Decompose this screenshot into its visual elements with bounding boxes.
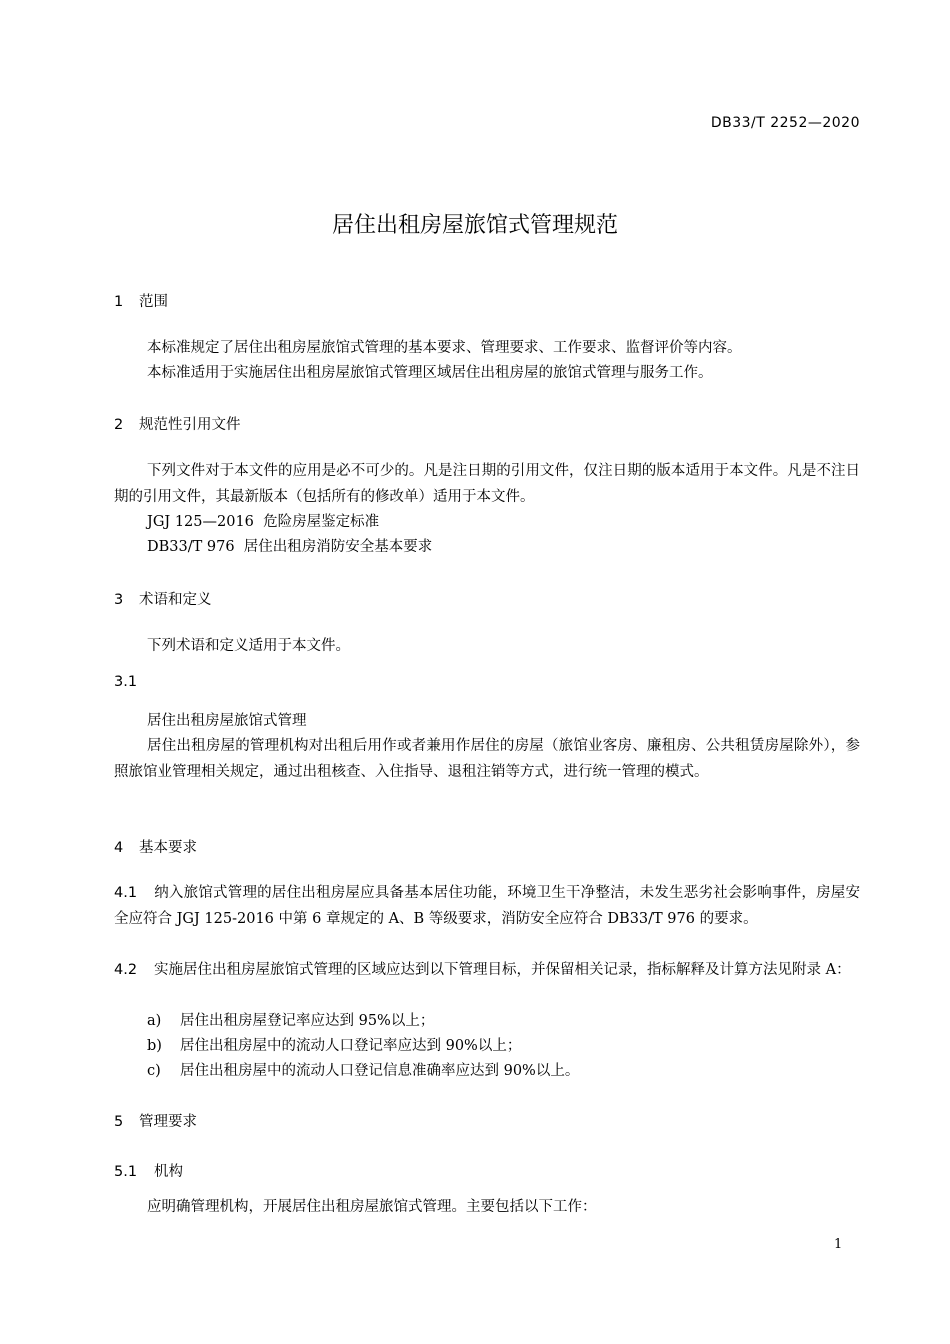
- section-title: 规范性引用文件: [139, 417, 241, 433]
- section-title: 范围: [139, 294, 168, 310]
- list-item-mark: c): [147, 1063, 161, 1079]
- reference-code: DB33/T 976: [147, 539, 235, 555]
- section-2-heading: [114, 413, 241, 434]
- section-title: 机构: [154, 1164, 183, 1180]
- section-title: 管理要求: [139, 1114, 197, 1130]
- term-name: 居住出租房屋旅馆式管理: [147, 713, 307, 729]
- section-5-1-heading: [114, 1160, 183, 1181]
- section-number: 2: [114, 417, 124, 433]
- term-definition: 居住出租房屋的管理机构对出租后用作或者兼用作居住的房屋（旅馆业客房、廉租房、公共租赁房屋除外），参照旅馆业管理相关规定，通过出租核查、入住指导、退租注销等方式，进行统一管理的模式。: [114, 738, 860, 780]
- term-number: 3.1: [114, 674, 138, 690]
- page-title: 居住出租房屋旅馆式管理规范: [331, 213, 618, 238]
- section-3-intro: 下列术语和定义适用于本文件。: [147, 638, 350, 654]
- clause-text: 实施居住出租房屋旅馆式管理的区域应达到以下管理目标，并保留相关记录，指标解释及计算方法见附录 A：: [154, 962, 851, 978]
- standard-code: DB33/T 2252—2020: [710, 115, 860, 131]
- section-4-heading: [114, 836, 197, 857]
- list-item-text: 居住出租房屋中的流动人口登记信息准确率应达到 90%以上。: [180, 1063, 580, 1079]
- section-number: 5.1: [114, 1164, 138, 1180]
- section-5-1-intro: 应明确管理机构，开展居住出租房屋旅馆式管理。主要包括以下工作：: [147, 1199, 597, 1215]
- list-item-text: 居住出租房屋中的流动人口登记率应达到 90%以上；: [180, 1038, 522, 1054]
- section-1-heading: [114, 290, 168, 311]
- clause-4-2: [114, 958, 860, 984]
- list-item-mark: b): [147, 1038, 162, 1054]
- section-title: 基本要求: [139, 840, 197, 856]
- section-1-paragraph: 本标准适用于实施居住出租房屋旅馆式管理区域居住出租房屋的旅馆式管理与服务工作。: [147, 365, 713, 381]
- clause-4-1: [114, 881, 860, 932]
- section-number: 5: [114, 1114, 124, 1130]
- list-item: [147, 1034, 521, 1059]
- page-number: 1: [834, 1237, 843, 1252]
- clause-number: 4.2: [114, 962, 138, 978]
- reference-item: [147, 510, 379, 535]
- list-item: [147, 1059, 579, 1084]
- section-number: 3: [114, 592, 124, 608]
- clause-text: 纳入旅馆式管理的居住出租房屋应具备基本居住功能，环境卫生干净整洁，未发生恶劣社会影响事件，房屋安全应符合 JGJ 125-2016 中第 6 章规定的 A、B 等级要求，消防安全应符合 DB33/T 976 的要求。: [114, 885, 860, 927]
- list-item: [147, 1009, 434, 1034]
- reference-code: JGJ 125—2016: [147, 514, 254, 530]
- section-title: 术语和定义: [139, 592, 212, 608]
- clause-number: 4.1: [114, 885, 138, 901]
- reference-name: 居住出租房消防安全基本要求: [243, 539, 433, 555]
- section-number: 1: [114, 294, 124, 310]
- list-item-mark: a): [147, 1013, 162, 1029]
- reference-name: 危险房屋鉴定标准: [263, 514, 380, 530]
- section-1-paragraph: 本标准规定了居住出租房屋旅馆式管理的基本要求、管理要求、工作要求、监督评价等内容。: [147, 340, 742, 356]
- section-5-heading: [114, 1110, 197, 1131]
- section-2-intro: 下列文件对于本文件的应用是必不可少的。凡是注日期的引用文件，仅注日期的版本适用于本文件。凡是不注日期的引用文件，其最新版本（包括所有的修改单）适用于本文件。: [114, 463, 860, 505]
- section-3-heading: [114, 588, 212, 609]
- list-item-text: 居住出租房屋登记率应达到 95%以上；: [180, 1013, 435, 1029]
- section-number: 4: [114, 840, 124, 856]
- reference-item: [147, 535, 432, 560]
